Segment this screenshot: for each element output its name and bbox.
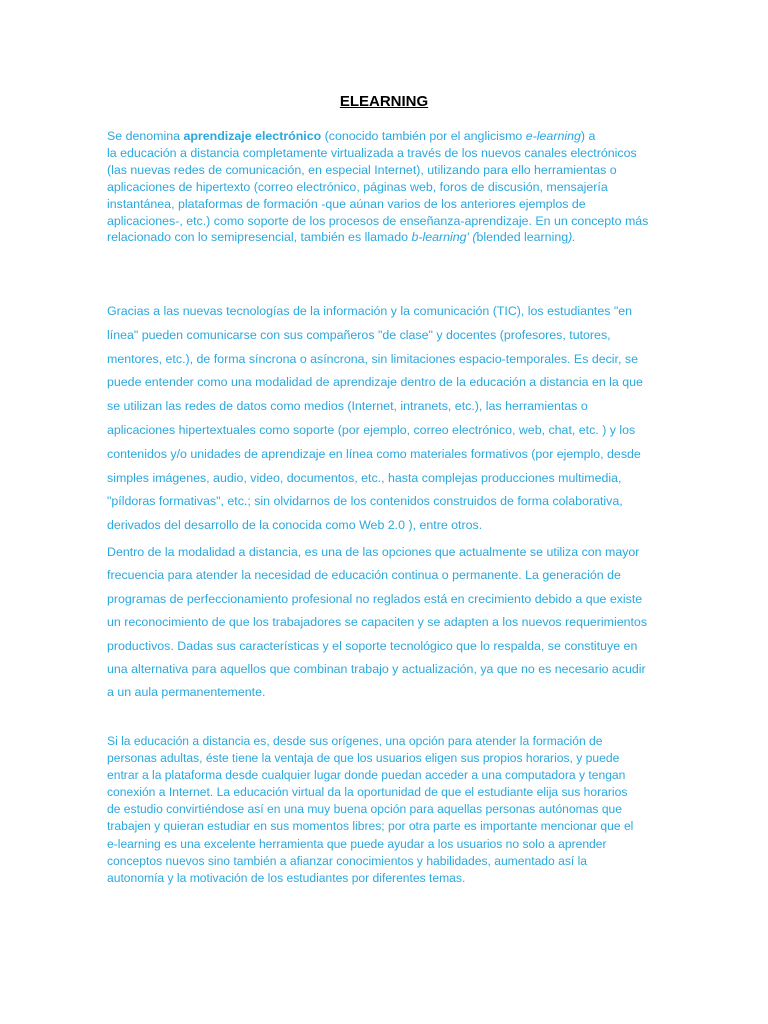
- paragraph-definition-part4: blended learning: [476, 230, 569, 245]
- paragraph-ventajas: Si la educación a distancia es, desde sus orígenes, una opción para atender la formación de personas adultas, éste tiene la ventaja de que los usuarios eligen sus propios horarios, y puede entrar a la plataforma desde cualquier lugar donde puedan acceder a una computadora y tengan conexión a Internet. La educación virtual da la oportunidad de que el estudiante elija sus horarios de estudio convirtiéndose así en una muy buena opción para aquellas personas autónomas que trabajen y quieran estudiar en sus momentos libres; por otra parte es importante mencionar que el e-learning es una excelente herramienta que puede ayudar a los usuarios no solo a aprender conceptos nuevos sino también a afianzar conocimientos y habilidades, aumentado así la autonomía y la motivación de los estudiantes por diferentes temas.: [107, 734, 634, 885]
- bold-term-aprendizaje: aprendizaje electrónico: [183, 129, 322, 143]
- paragraph-definition: [107, 128, 663, 246]
- paragraph-definition-part1: Se denomina: [107, 129, 184, 143]
- paragraph-definition-part3: ) a la educación a distancia completamente virtualizada a través de los nuevos canales electrónicos (las nuevas redes de comunicación, en especial Internet), utilizando para ello herramientas o aplicaciones de hipertexto (correo electrónico, páginas web, foros de discusión, mensajería instantánea, plataformas de formación -que aúnan varios de los anteriores ejemplos de aplicaciones-, etc.) como soporte de los procesos de enseñanza-aprendizaje. En un concepto más relacionado con lo semipresencial, también es llamado: [107, 129, 649, 245]
- paragraph-definition-part2: (conocido también por el anglicismo: [321, 129, 526, 143]
- document-title: ELEARNING: [339, 93, 429, 110]
- italic-term-elearning: e-learning: [525, 129, 581, 143]
- paragraph-tic: Gracias a las nuevas tecnologías de la información y la comunicación (TIC), los estudiantes "en línea" pueden comunicarse con sus compañeros "de clase" y docentes (profesores, tutores, mentores, etc.), de forma síncrona o asíncrona, sin limitaciones espacio-temporales. Es decir, se puede entender como una modalidad de aprendizaje dentro de la educación a distancia en la que se utilizan las redes de datos como medios (Internet, intranets, etc.), las herramientas o aplicaciones hipertextuales como soporte (por ejemplo, correo electrónico, web, chat, etc. ) y los contenidos y/o unidades de aprendizaje en línea como materiales formativos (por ejemplo, desde simples imágenes, audio, video, documentos, etc., hasta complejas producciones multimedia, "píldoras formativas", etc.; sin olvidarnos de los contenidos construidos de forma colaborativa, derivados del desarrollo de la conocida como Web 2.0 ), entre otros.: [107, 304, 643, 533]
- italic-term-blearning: b-learning' (: [411, 230, 477, 245]
- paragraph-definition-end: ).: [568, 230, 576, 245]
- paragraph-modalidad: Dentro de la modalidad a distancia, es una de las opciones que actualmente se utiliza con mayor frecuencia para atender la necesidad de educación continua o permanente. La generación de programas de perfeccionamiento profesional no reglados está en crecimiento debido a que existe un reconocimiento de que los trabajadores se capaciten y se adapten a los nuevos requerimientos productivos. Dadas sus características y el soporte tecnológico que lo respalda, se constituye en una alternativa para aquellos que combinan trabajo y actualización, ya que no es necesario acudir a un aula permanentemente.: [107, 545, 648, 700]
